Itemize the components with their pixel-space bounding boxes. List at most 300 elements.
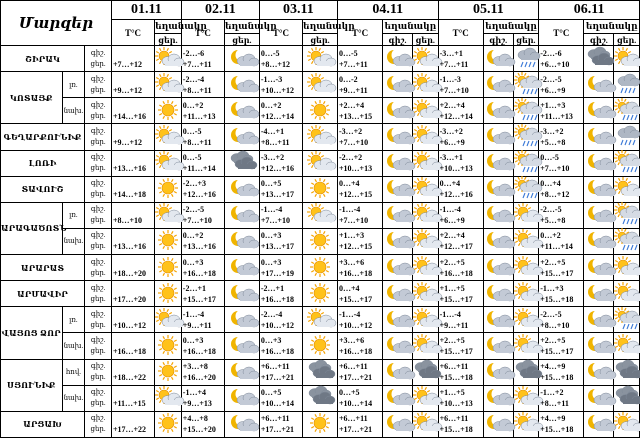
weather-cell	[224, 124, 259, 150]
weather-cell	[483, 281, 513, 307]
temperature-cell	[438, 98, 483, 124]
weather-cell	[614, 98, 640, 124]
temp-day-value: +16…+18	[112, 346, 147, 356]
sun-cloud-icon	[155, 48, 181, 70]
moon-cloud-icon	[586, 100, 612, 122]
temp-day-value: +15…+17	[540, 268, 574, 278]
temp-day-value: +15…+18	[540, 425, 574, 435]
temp-day-value: +15…+18	[439, 373, 473, 383]
sun-cloud-icon	[155, 152, 181, 174]
temp-day-value: +10…+12	[260, 320, 294, 330]
weather-cell	[614, 46, 640, 72]
weather-cell	[483, 333, 513, 359]
temp-night-value: 0…+4	[540, 179, 561, 189]
temperature-cell	[438, 228, 483, 254]
cloud-rain-icon	[614, 74, 640, 96]
table-row	[1, 202, 640, 228]
day-col-header: գիշ.	[584, 34, 614, 46]
temp-night-value: -1…-4	[338, 309, 361, 319]
temp-day-value: +8…+10	[112, 216, 143, 226]
sun-cloud-icon	[155, 309, 181, 331]
weather-cell	[383, 281, 413, 307]
temp-night-value: +2…+5	[540, 257, 566, 267]
weather-cell	[513, 98, 539, 124]
temperature-cell	[181, 72, 224, 98]
temperature-cell	[111, 176, 154, 202]
temperature-cell	[259, 150, 302, 176]
weather-cell	[383, 72, 413, 98]
time-of-day-label: գիշ. ցեր.	[85, 72, 112, 98]
weather-cell	[584, 176, 614, 202]
weather-cell	[614, 333, 640, 359]
moon-cloud-icon	[385, 178, 411, 200]
time-of-day-label: գիշ. ցեր.	[85, 98, 112, 124]
temperature-cell	[438, 333, 483, 359]
temp-day-value: +11…+13	[182, 111, 216, 121]
temp-night-value: +3…+6	[338, 257, 365, 267]
region-name: ԳԵՂԱՐՔՈՒՆԻՔ	[1, 124, 85, 150]
temp-day-value: +7…+10	[338, 216, 369, 226]
temperature-cell	[438, 307, 483, 333]
temp-night-value: +1…+5	[439, 283, 465, 293]
weather-cell	[614, 385, 640, 411]
temperature-cell	[181, 176, 224, 202]
sun-cloud-icon	[413, 48, 439, 70]
moon-cloud-icon	[485, 204, 511, 226]
temperature-cell	[539, 176, 584, 202]
temperature-cell	[337, 385, 382, 411]
weather-cell	[155, 411, 182, 437]
temp-day-value: +18…+20	[112, 268, 147, 278]
weather-cell	[303, 255, 338, 281]
moon-cloud-icon	[485, 178, 511, 200]
temp-day-value: +16…+20	[182, 373, 216, 383]
temp-day-value: +6…+9	[439, 137, 465, 147]
temp-day-value: +15…+17	[439, 294, 473, 304]
weather-cell	[412, 281, 438, 307]
temp-day-value: +15…+17	[540, 346, 574, 356]
weather-cell	[303, 307, 338, 333]
temperature-cell	[539, 333, 584, 359]
weather-cell	[303, 281, 338, 307]
sun-cloud-icon	[514, 413, 540, 435]
temp-day-value: +12…+17	[439, 242, 473, 252]
sun-cloud-icon	[514, 204, 540, 226]
sun-cloud-icon	[614, 178, 640, 200]
sun-cloud-rain-icon	[614, 230, 640, 252]
temp-day-value: +9…+12	[112, 85, 143, 95]
weather-cell	[513, 150, 539, 176]
sun-cloud-icon	[614, 257, 640, 279]
weather-cell	[513, 124, 539, 150]
sun-cloud-rain-icon	[614, 152, 640, 174]
weather-cell	[513, 176, 539, 202]
moon-cloud-icon	[485, 100, 511, 122]
temperature-cell	[337, 333, 382, 359]
temperature-cell	[111, 202, 154, 228]
temp-night-value: 0…+5	[338, 388, 360, 398]
night-col-header: ցեր.	[614, 34, 640, 46]
sun-cloud-icon	[413, 204, 439, 226]
temp-day-value: +12…+15	[338, 242, 373, 252]
weather-cell	[412, 307, 438, 333]
sun-cloud-rain-icon	[614, 309, 640, 331]
temp-night-value: -2…+1	[260, 283, 285, 293]
temp-night-value: +4…+8	[182, 414, 208, 424]
dark-cloud-icon	[614, 361, 640, 383]
sun-cloud-icon	[307, 204, 333, 226]
weather-cell	[614, 411, 640, 437]
temp-day-value: +7…+10	[540, 164, 570, 174]
temp-day-value: +7…+11	[182, 59, 212, 69]
temp-day-value: +16…+18	[260, 294, 294, 304]
temp-night-value: -3…+1	[439, 153, 463, 163]
temperature-cell	[181, 124, 224, 150]
weather-cell	[483, 176, 513, 202]
weather-cell	[155, 98, 182, 124]
temp-day-value: +13…+17	[260, 242, 294, 252]
sunny-icon	[155, 283, 181, 305]
temperature-cell	[259, 228, 302, 254]
temp-night-value: -2…+1	[182, 283, 207, 293]
temperature-cell	[111, 307, 154, 333]
regions-header: Մարզեր	[1, 1, 112, 46]
weather-cell	[483, 98, 513, 124]
temp-night-value: 0…+2	[182, 100, 204, 110]
temp-day-value: +10…+12	[260, 85, 294, 95]
weather-cell	[383, 176, 413, 202]
temp-day-value: +17…+21	[260, 373, 294, 383]
temperature-cell	[111, 359, 154, 385]
moon-cloud-icon	[385, 309, 411, 331]
moon-cloud-icon	[385, 257, 411, 279]
temp-night-value: -2…+2	[338, 153, 363, 163]
temp-night-value: 0…+2	[540, 231, 561, 241]
temp-night-value: 0…+3	[260, 335, 282, 345]
temperature-cell	[438, 124, 483, 150]
time-of-day-label: գիշ. ցեր.	[85, 124, 112, 150]
temp-night-value: -3…+2	[540, 126, 564, 136]
temp-day-value: +13…+16	[112, 164, 147, 174]
temp-night-value: +2…+5	[439, 257, 465, 267]
weather-cell	[155, 359, 182, 385]
weather-cell	[224, 385, 259, 411]
moon-cloud-icon	[229, 257, 255, 279]
weather-cell	[483, 202, 513, 228]
temp-col-header: T°C	[438, 20, 483, 46]
temp-day-value: +16…+18	[260, 346, 294, 356]
temp-night-value: 0…+5	[260, 179, 282, 189]
temperature-cell	[539, 46, 584, 72]
sun-cloud-icon	[307, 126, 333, 148]
temperature-cell	[337, 255, 382, 281]
temp-night-value: -2…-4	[182, 74, 205, 84]
sun-cloud-icon	[307, 74, 333, 96]
temperature-cell	[539, 359, 584, 385]
weather-cell	[303, 228, 338, 254]
temp-night-value: -1…-3	[439, 74, 461, 84]
day-col-header: գիշ.	[383, 34, 413, 46]
weather-cell	[383, 98, 413, 124]
temp-day-value: +8…+11	[182, 85, 212, 95]
weather-cell	[224, 359, 259, 385]
temp-day-value: +14…+18	[112, 190, 147, 200]
date-header: 04.11	[337, 1, 438, 20]
weather-cell	[224, 98, 259, 124]
temp-day-value: +16…+18	[338, 268, 373, 278]
moon-cloud-icon	[485, 335, 511, 357]
temperature-cell	[438, 359, 483, 385]
temp-night-value: -1…-4	[182, 309, 205, 319]
sunny-icon	[155, 335, 181, 357]
sun-cloud-icon	[307, 309, 333, 331]
moon-cloud-icon	[229, 100, 255, 122]
date-header: 02.11	[181, 1, 259, 20]
temp-day-value: +13…+15	[338, 111, 373, 121]
weather-cell	[383, 411, 413, 437]
weather-cell	[513, 228, 539, 254]
temp-day-value: +12…+16	[439, 190, 473, 200]
time-of-day-label: գիշ. ցեր.	[85, 202, 112, 228]
temperature-cell	[337, 98, 382, 124]
temperature-cell	[259, 385, 302, 411]
table-row	[1, 228, 640, 254]
moon-cloud-icon	[485, 309, 511, 331]
moon-cloud-icon	[586, 178, 612, 200]
sun-cloud-rain-icon	[514, 178, 540, 200]
moon-cloud-icon	[485, 283, 511, 305]
sun-cloud-icon	[514, 387, 540, 409]
temp-night-value: 0…+4	[439, 179, 461, 189]
temp-col-header: T°C	[181, 20, 224, 46]
temperature-cell	[181, 385, 224, 411]
weather-cell	[224, 307, 259, 333]
weather-cell	[155, 72, 182, 98]
weather-col-header: եղանակը	[303, 20, 338, 34]
temperature-cell	[259, 98, 302, 124]
night-col-header: ցեր.	[513, 34, 539, 46]
weather-cell	[383, 359, 413, 385]
region-part: նախ.	[62, 333, 85, 359]
temp-day-value: +16…+18	[182, 346, 216, 356]
moon-cloud-icon	[586, 283, 612, 305]
weather-cell	[513, 202, 539, 228]
temp-night-value: +6…+11	[439, 414, 469, 424]
weather-cell	[303, 202, 338, 228]
temperature-cell	[539, 255, 584, 281]
temp-day-value: +8…+12	[260, 59, 290, 69]
sun-cloud-rain-icon	[614, 204, 640, 226]
moon-cloud-icon	[586, 361, 612, 383]
temp-day-value: +15…+18	[540, 373, 574, 383]
temp-day-value: +16…+18	[182, 268, 216, 278]
weather-cell	[614, 124, 640, 150]
sunny-icon	[307, 100, 333, 122]
moon-cloud-icon	[229, 126, 255, 148]
temp-day-value: +16…+18	[338, 346, 373, 356]
temperature-cell	[111, 124, 154, 150]
weather-cell	[224, 202, 259, 228]
temperature-cell	[337, 307, 382, 333]
temp-night-value: -1…+4	[182, 388, 207, 398]
table-row	[1, 72, 640, 98]
moon-cloud-icon	[586, 335, 612, 357]
date-header: 03.11	[259, 1, 337, 20]
sun-cloud-icon	[413, 283, 439, 305]
temperature-cell	[111, 411, 154, 437]
temp-day-value: +17…+21	[260, 425, 294, 435]
weather-col-header: եղանակը	[224, 20, 259, 34]
sunny-icon	[307, 335, 333, 357]
temperature-cell	[539, 281, 584, 307]
table-row	[1, 98, 640, 124]
weather-cell	[584, 333, 614, 359]
temperature-cell	[438, 411, 483, 437]
weather-cell	[412, 228, 438, 254]
sun-cloud-icon	[413, 178, 439, 200]
temp-night-value: 0…-5	[540, 153, 559, 163]
weather-cell	[513, 255, 539, 281]
weather-cell	[303, 72, 338, 98]
temperature-cell	[111, 281, 154, 307]
temp-night-value: +1…+5	[439, 388, 465, 398]
date-header: 06.11	[539, 1, 640, 20]
temperature-cell	[259, 333, 302, 359]
moon-cloud-icon	[385, 283, 411, 305]
moon-cloud-icon	[385, 152, 411, 174]
table-row	[1, 46, 640, 72]
temp-day-value: +15…+18	[540, 294, 574, 304]
weather-cell	[412, 333, 438, 359]
moon-cloud-icon	[485, 152, 511, 174]
sun-cloud-rain-icon	[514, 126, 540, 148]
temp-day-value: +10…+14	[260, 399, 294, 409]
temp-night-value: +2…+4	[439, 231, 465, 241]
date-header: 05.11	[438, 1, 539, 20]
moon-cloud-icon	[229, 387, 255, 409]
temp-night-value: +3…+8	[182, 362, 208, 372]
moon-cloud-icon	[586, 230, 612, 252]
weather-cell	[584, 255, 614, 281]
temp-day-value: +11…+14	[540, 242, 573, 252]
weather-col-header: եղանակը	[584, 20, 640, 34]
weather-cell	[584, 202, 614, 228]
temp-night-value: 0…+3	[182, 257, 204, 267]
moon-cloud-icon	[385, 230, 411, 252]
temp-night-value: +2…+5	[439, 335, 465, 345]
moon-cloud-icon	[485, 387, 511, 409]
sun-cloud-rain-icon	[514, 100, 540, 122]
region-name: ԼՈՌԻ	[1, 150, 85, 176]
sunny-icon	[155, 100, 181, 122]
sun-cloud-icon	[514, 230, 540, 252]
temp-day-value: +11…+13	[540, 111, 573, 121]
sun-cloud-rain-icon	[514, 74, 540, 96]
dark-cloud-icon	[229, 152, 255, 174]
day-col-header: գիշ.	[483, 34, 513, 46]
night-col-header: ցեր.	[224, 34, 259, 46]
weather-cell	[483, 307, 513, 333]
temp-col-header: T°C	[539, 20, 584, 46]
temperature-cell	[181, 255, 224, 281]
temp-night-value: +6…+11	[260, 362, 290, 372]
temp-day-value: +15…+17	[182, 294, 216, 304]
weather-cell	[513, 385, 539, 411]
temp-day-value: +7…+10	[182, 216, 212, 226]
temp-night-value: +2…+5	[540, 335, 566, 345]
sun-cloud-icon	[307, 48, 333, 70]
weather-cell	[224, 228, 259, 254]
region-name: ՍՅՈՒՆԻՔ	[1, 359, 63, 411]
temp-day-value: +10…+13	[338, 164, 373, 174]
temperature-cell	[337, 46, 382, 72]
weather-cell	[155, 281, 182, 307]
sunny-icon	[155, 361, 181, 383]
weather-cell	[155, 46, 182, 72]
weather-cell	[412, 385, 438, 411]
temp-night-value: 0…-5	[260, 48, 280, 58]
temp-night-value: 0…+3	[182, 335, 204, 345]
temperature-cell	[438, 46, 483, 72]
sun-cloud-icon	[413, 257, 439, 279]
weather-cell	[614, 281, 640, 307]
weather-cell	[155, 228, 182, 254]
weather-cell	[303, 385, 338, 411]
moon-cloud-icon	[485, 74, 511, 96]
temperature-cell	[337, 281, 382, 307]
weather-col-header: եղանակը	[483, 20, 538, 34]
time-of-day-label: գիշ. ցեր.	[85, 333, 112, 359]
region-name: ՇԻՐԱԿ	[1, 46, 85, 72]
temperature-cell	[181, 307, 224, 333]
temp-night-value: -3…+2	[439, 126, 463, 136]
temp-day-value: +10…+13	[439, 399, 473, 409]
weather-cell	[155, 176, 182, 202]
temp-night-value: -2…-4	[260, 309, 283, 319]
temp-night-value: 0…+3	[260, 257, 282, 267]
temp-day-value: +8…+12	[540, 190, 570, 200]
weather-cell	[483, 385, 513, 411]
temperature-cell	[111, 98, 154, 124]
time-of-day-label: գիշ. ցեր.	[85, 411, 112, 437]
weather-cell	[513, 411, 539, 437]
temp-night-value: -1…+3	[540, 283, 564, 293]
temp-day-value: +9…+11	[439, 320, 469, 330]
weather-cell	[303, 150, 338, 176]
temperature-cell	[181, 333, 224, 359]
weather-cell	[303, 98, 338, 124]
temperature-cell	[259, 307, 302, 333]
weather-cell	[303, 176, 338, 202]
temperature-cell	[337, 359, 382, 385]
night-col-header: ցեր.	[155, 34, 182, 46]
temp-night-value: -1…-3	[260, 74, 283, 84]
weather-cell	[303, 411, 338, 437]
temp-day-value: +13…+16	[112, 242, 147, 252]
region-part: նախ.	[62, 98, 85, 124]
moon-cloud-icon	[385, 335, 411, 357]
moon-cloud-icon	[485, 257, 511, 279]
moon-cloud-icon	[586, 126, 612, 148]
moon-cloud-icon	[385, 413, 411, 435]
moon-cloud-icon	[385, 204, 411, 226]
temp-night-value: 0…-5	[182, 153, 202, 163]
temp-day-value: +15…+20	[182, 425, 216, 435]
temp-day-value: +15…+17	[338, 294, 373, 304]
temp-night-value: -2…-6	[182, 48, 205, 58]
weather-cell	[412, 411, 438, 437]
time-of-day-label: գիշ. ցեր.	[85, 228, 112, 254]
